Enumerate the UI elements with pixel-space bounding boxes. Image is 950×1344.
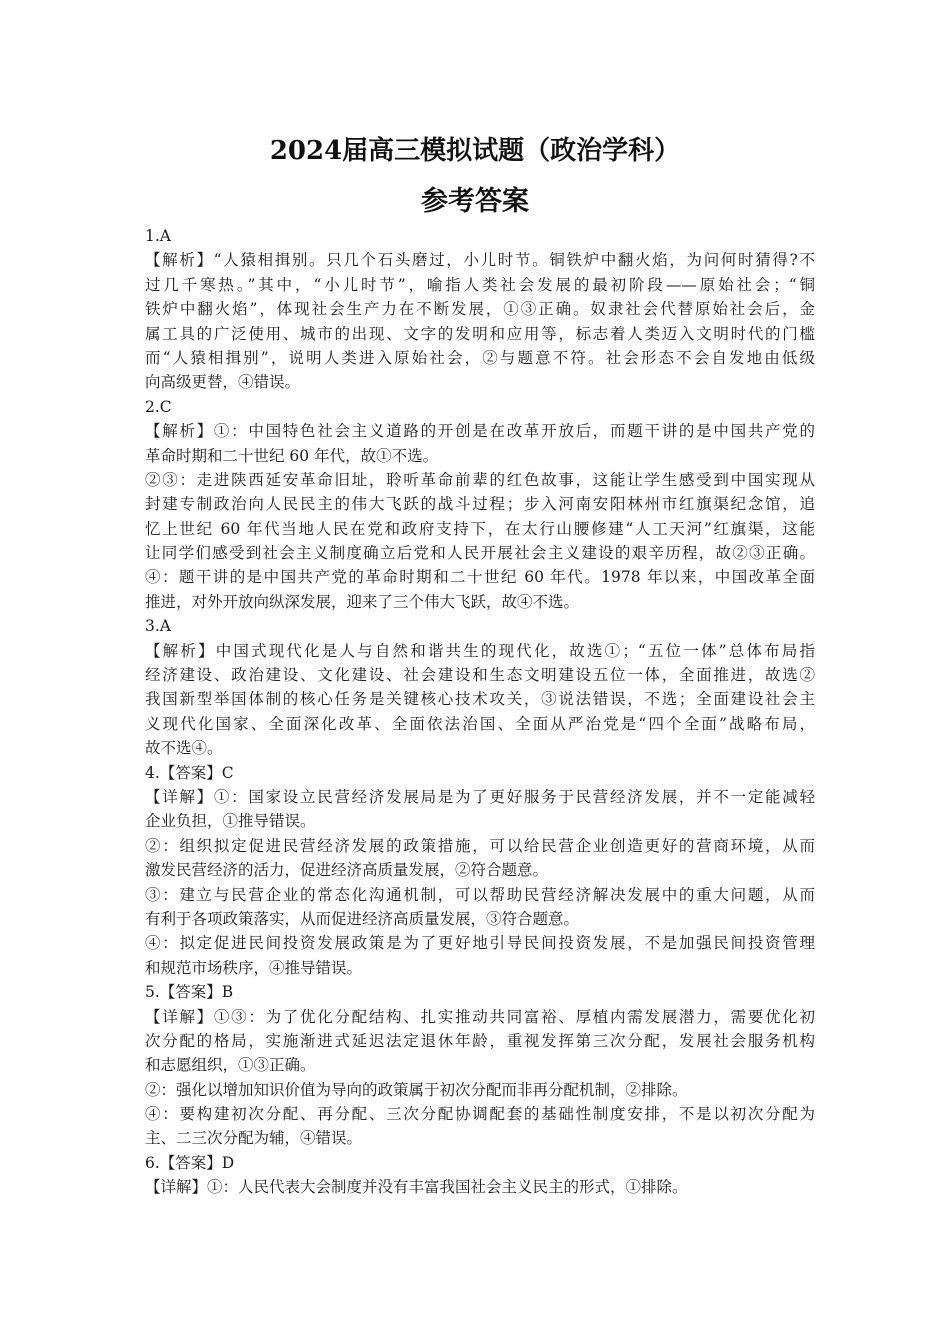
text-line: 属工具的广泛使用、城市的出现、文字的发明和应用等，标志着人类迈入文明时代的门槛 [145,324,815,343]
text-line: ②：组织拟定促进民营经济发展的政策措施，可以给民营企业创造更好的营商环境，从而 [145,836,815,855]
text-line: 革命时期和二十世纪 60 年代，故①不选。 [145,446,439,465]
text-line: 【解析】中国式现代化是人与自然和谐共生的现代化，故选①；“五位一体”总体布局指 [145,641,815,660]
text-line: 4.【答案】C [145,763,234,782]
text-line: 铁炉中翻火焰”，体现社会生产力在不断发展，①③正确。奴隶社会代替原始社会后，金 [145,300,815,319]
text-line: 3.A [145,617,171,636]
text-line: ④：题干讲的是中国共产党的革命时期和二十世纪 60 年代。1978 年以来，中国改革全面 [145,568,815,587]
text-line: 和志愿组织，①③正确。 [145,1056,316,1075]
text-line: 1.A [145,227,171,245]
text-line: 6.【答案】D [145,1153,235,1172]
text-line: 和规范市场秩序，④推导错误。 [145,958,363,977]
document-title: 2024届高三模拟试题（政治学科） [269,136,681,166]
text-line: 让同学们感受到社会主义制度确立后党和人民开展社会主义建设的艰辛历程，故②③正确。 [145,544,815,563]
text-line: ③：建立与民营企业的常态化沟通机制，可以帮助民营经济解决发展中的重大问题，从而 [145,885,815,904]
text-line: ④：要构建初次分配、再分配、三次分配协调配套的基础性制度安排，不是以初次分配为 [145,1105,815,1124]
text-line: 【解析】“人猿相揖别。只几个石头磨过，小儿时节。铜铁炉中翻火焰，为问何时猜得?不 [145,251,815,270]
text-line: 推进，对外开放向纵深发展，迎来了三个伟大飞跃，故④不选。 [145,592,580,611]
text-line: 经济建设、政治建设、文化建设、社会建设和生态文明建设五位一体，全面推进，故选② [145,666,815,685]
text-line: 【解析】①：中国特色社会主义道路的开创是在改革开放后，而题干讲的是中国共产党的 [145,422,815,441]
text-line: 故不选④。 [145,739,223,758]
text-line: ②③：走进陕西延安革命旧址，聆听革命前辈的红色故事，这能让学生感受到中国实现从 [145,470,815,489]
text-line: 2.C [145,397,172,416]
text-line: ②：强化以增加知识价值为导向的政策属于初次分配而非再分配机制，②排除。 [145,1080,688,1099]
text-line: 向高级更替，④错误。 [145,373,301,392]
text-line: 主、二三次分配为辅，④错误。 [145,1129,363,1148]
text-line: ④：拟定促进民间投资发展政策是为了更好地引导民间投资发展，不是加强民间投资管理 [145,934,815,953]
text-line: 【详解】①：国家设立民营经济发展局是为了更好服务于民营经济发展，并不一定能减轻 [145,787,815,806]
text-line: 次分配的格局，实施渐进式延迟法定退休年龄，重视发挥第三次分配，发展社会服务机构 [145,1031,815,1050]
text-line: 义现代化国家、全面深化改革、全面依法治国、全面从严治党是“四个全面”战略布局， [145,714,815,733]
text-line: 我国新型举国体制的核心任务是关键核心技术攻关，③说法错误，不选；全面建设社会主 [145,690,815,709]
text-line: 而“人猿相揖别”，说明人类进入原始社会，②与题意不符。社会形态不会自发地由低级 [145,348,815,367]
text-line: 【详解】①：人民代表大会制度并没有丰富我国社会主义民主的形式，①排除。 [145,1178,688,1197]
text-line: 激发民营经济的活力，促进经济高质量发展，②符合题意。 [145,861,549,880]
text-line: 5.【答案】B [145,983,234,1002]
text-line: 【详解】①③：为了优化分配结构、扎实推动共同富裕、厚植内需发展潜力，需要优化初 [145,1007,815,1026]
text-line: 忆上世纪 60 年代当地人民在党和政府支持下，在太行山腰修建“人工天河”红旗渠，这能 [145,519,815,538]
text-line: 封建专制政治向人民民主的伟大飞跃的战斗过程；步入河南安阳林州市红旗渠纪念馆，追 [145,495,815,514]
document-subtitle: 参考答案 [421,186,529,217]
text-line: 企业负担，①推导错误。 [145,812,316,831]
text-line: 过几千寒热。”其中，“小儿时节”，喻指人类社会发展的最初阶段——原始社会；“铜 [145,275,815,294]
answer-body [145,224,815,1200]
text-line: 有利于各项政策落实，从而促进经济高质量发展，③符合题意。 [145,909,580,928]
